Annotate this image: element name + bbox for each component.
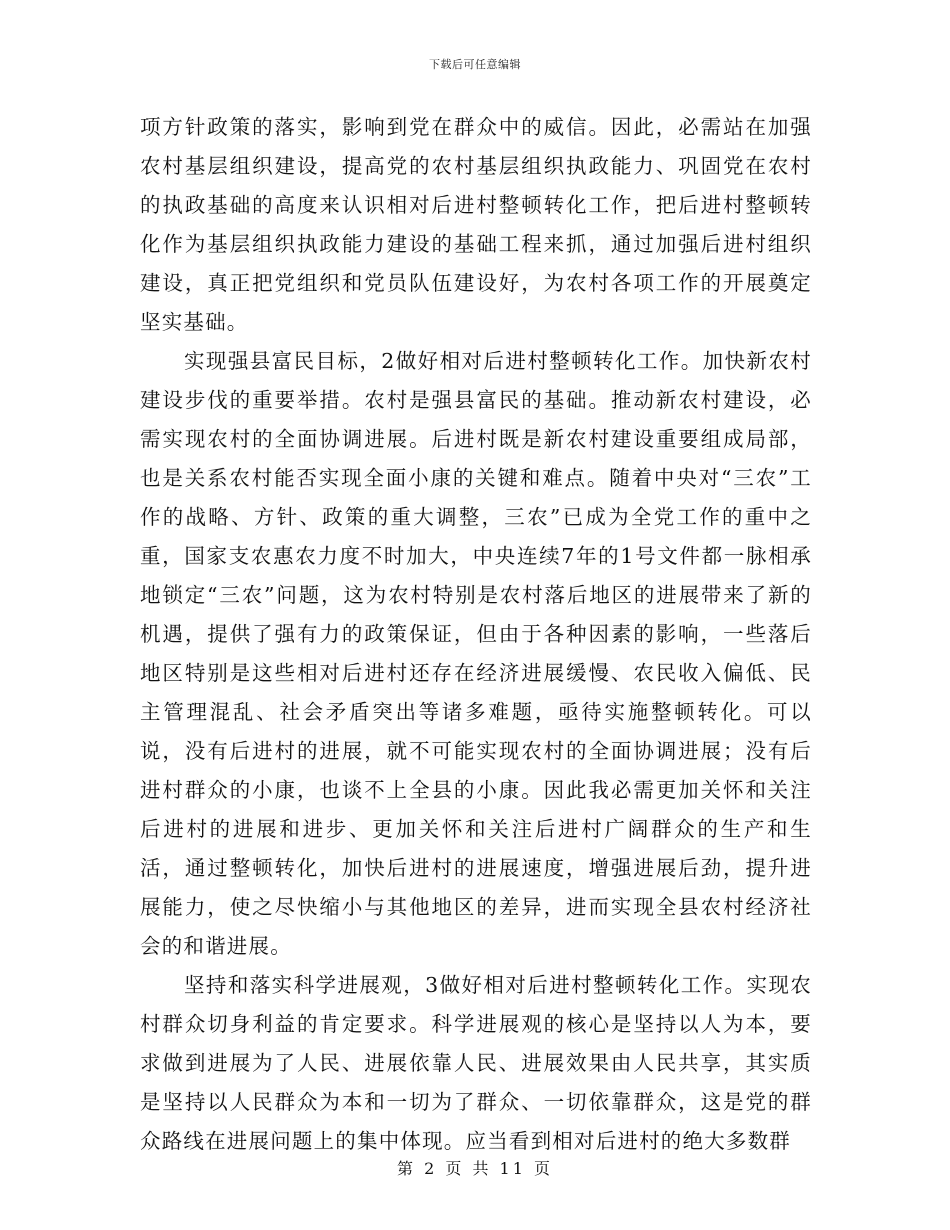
paragraph-2: 实现强县富民目标，2做好相对后进村整顿转化工作。加快新农村建设步伐的重要举措。农村是强县富民的基础。推动新农村建设，必需实现农村的全面协调进展。后进村既是新农村建设重要组成局部，也是关系农村能否实现全面小康的关键和难点。随着中央对“三农”工作的战略、方针、政策的重大调整，三农”已成为全党工作的重中之重，国家支农惠农力度不时加大，中央连续7年的1号文件都一脉相承地锁定“三农”问题，这为农村特别是农村落后地区的进展带来了新的机遇，提供了强有力的政策保证，但由于各种因素的影响，一些落后地区特别是这些相对后进村还存在经济进展缓慢、农民收入偏低、民主管理混乱、社会矛盾突出等诸多难题，亟待实施整顿转化。可以说，没有后进村的进展，就不可能实现农村的全面协调进展；没有后进村群众的小康，也谈不上全县的小康。因此我必需更加关怀和关注后进村的进展和进步、更加关怀和关注后进村广阔群众的生产和生活，通过整顿转化，加快后进村的进展速度，增强进展后劲，提升进展能力，使之尽快缩小与其他地区的差异，进而实现全县农村经济社会的和谐进展。 [140, 349, 812, 958]
paragraph-3: 坚持和落实科学进展观，3做好相对后进村整顿转化工作。实现农村群众切身利益的肯定要求。科学进展观的核心是坚持以人为本，要求做到进展为了人民、进展依靠人民、进展效果由人民共享，其实质是坚持以人民群众为本和一切为了群众、一切依靠群众，这是党的群众路线在进展问题上的集中体现。应当看到相对后进村的绝大多数群 [140, 973, 812, 1153]
page-header: 下载后可任意编辑 [429, 58, 521, 71]
paragraph-continuation: 项方针政策的落实，影响到党在群众中的威信。因此，必需站在加强农村基层组织建设，提高党的农村基层组织执政能力、巩固党在农村的执政基础的高度来认识相对后进村整顿转化工作，把后进村整顿转化作为基层组织执政能力建设的基础工程来抓，通过加强后进村组织建设，真正把党组织和党员队伍建设好，为农村各项工作的开展奠定坚实基础。 [140, 115, 812, 334]
document-body [140, 108, 812, 1161]
page-footer: 第 2 页 共 11 页 [397, 1159, 553, 1178]
